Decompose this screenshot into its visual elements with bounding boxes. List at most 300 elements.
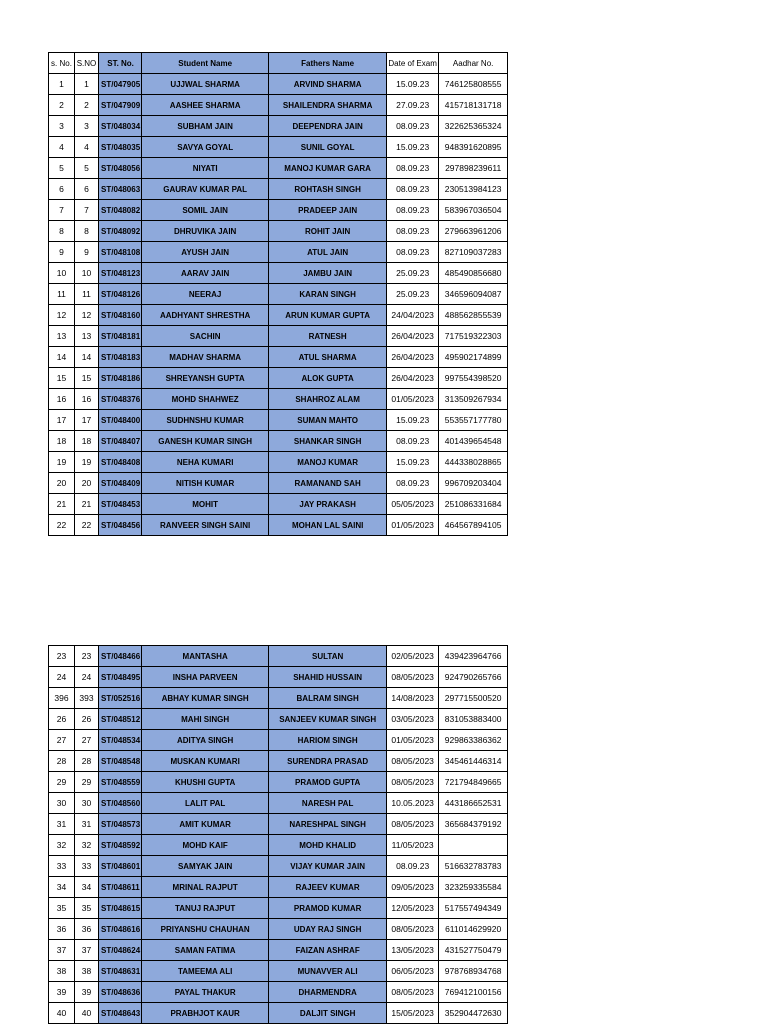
exam-date-cell: 06/05/2023 bbox=[387, 961, 439, 982]
exam-date-cell: 08.09.23 bbox=[387, 473, 439, 494]
sno-cell: 2 bbox=[75, 95, 99, 116]
table-row bbox=[49, 137, 508, 158]
s-no-cell: 40 bbox=[49, 1003, 75, 1024]
father-name-cell: JAY PRAKASH bbox=[269, 494, 387, 515]
st-no-cell: ST/048643 bbox=[99, 1003, 142, 1024]
aadhar-cell: 827109037283 bbox=[439, 242, 508, 263]
aadhar-cell: 831053883400 bbox=[439, 709, 508, 730]
s-no-cell: 26 bbox=[49, 709, 75, 730]
st-no-cell: ST/048400 bbox=[99, 410, 142, 431]
father-name-cell: ROHIT JAIN bbox=[269, 221, 387, 242]
st-no-cell: ST/048092 bbox=[99, 221, 142, 242]
st-no-cell: ST/048407 bbox=[99, 431, 142, 452]
student-name-cell: ADITYA SINGH bbox=[142, 730, 269, 751]
st-no-cell: ST/048181 bbox=[99, 326, 142, 347]
exam-date-cell: 24/04/2023 bbox=[387, 305, 439, 326]
student-name-cell: GAURAV KUMAR PAL bbox=[142, 179, 269, 200]
sno-cell: 16 bbox=[75, 389, 99, 410]
sno-cell: 17 bbox=[75, 410, 99, 431]
father-name-cell: RAMANAND SAH bbox=[269, 473, 387, 494]
table-row bbox=[49, 940, 508, 961]
father-name-cell: SULTAN bbox=[269, 646, 387, 667]
s-no-cell: 8 bbox=[49, 221, 75, 242]
sno-cell: 20 bbox=[75, 473, 99, 494]
exam-date-cell: 08.09.23 bbox=[387, 242, 439, 263]
aadhar-cell: 495902174899 bbox=[439, 347, 508, 368]
st-no-cell: ST/048611 bbox=[99, 877, 142, 898]
sno-cell: 27 bbox=[75, 730, 99, 751]
st-no-cell: ST/048601 bbox=[99, 856, 142, 877]
column-header: Student Name bbox=[142, 53, 269, 74]
student-name-cell: TAMEEMA ALI bbox=[142, 961, 269, 982]
table-row bbox=[49, 1003, 508, 1024]
exam-date-cell: 15.09.23 bbox=[387, 410, 439, 431]
s-no-cell: 6 bbox=[49, 179, 75, 200]
aadhar-cell: 313509267934 bbox=[439, 389, 508, 410]
s-no-cell: 18 bbox=[49, 431, 75, 452]
father-name-cell: NARESHPAL SINGH bbox=[269, 814, 387, 835]
sno-cell: 38 bbox=[75, 961, 99, 982]
exam-date-cell: 08.09.23 bbox=[387, 431, 439, 452]
s-no-cell: 17 bbox=[49, 410, 75, 431]
student-name-cell: NIYATI bbox=[142, 158, 269, 179]
aadhar-cell: 583967036504 bbox=[439, 200, 508, 221]
father-name-cell: SHAILENDRA SHARMA bbox=[269, 95, 387, 116]
father-name-cell: ALOK GUPTA bbox=[269, 368, 387, 389]
s-no-cell: 21 bbox=[49, 494, 75, 515]
table-body-1 bbox=[49, 53, 508, 536]
student-name-cell: PRABHJOT KAUR bbox=[142, 1003, 269, 1024]
table-row bbox=[49, 368, 508, 389]
s-no-cell: 28 bbox=[49, 751, 75, 772]
exam-date-cell: 11/05/2023 bbox=[387, 835, 439, 856]
sno-cell: 35 bbox=[75, 898, 99, 919]
table-row bbox=[49, 200, 508, 221]
sno-cell: 34 bbox=[75, 877, 99, 898]
student-name-cell: PAYAL THAKUR bbox=[142, 982, 269, 1003]
s-no-cell: 16 bbox=[49, 389, 75, 410]
exam-date-cell: 08.09.23 bbox=[387, 856, 439, 877]
st-no-cell: ST/048160 bbox=[99, 305, 142, 326]
table-row bbox=[49, 646, 508, 667]
table-header-row bbox=[49, 53, 508, 74]
father-name-cell: PRAMOD KUMAR bbox=[269, 898, 387, 919]
student-name-cell: UJJWAL SHARMA bbox=[142, 74, 269, 95]
table-row bbox=[49, 856, 508, 877]
aadhar-cell: 929863386362 bbox=[439, 730, 508, 751]
father-name-cell: DALJIT SINGH bbox=[269, 1003, 387, 1024]
table-row bbox=[49, 494, 508, 515]
exam-date-cell: 25.09.23 bbox=[387, 263, 439, 284]
aadhar-cell: 717519322303 bbox=[439, 326, 508, 347]
table-row bbox=[49, 431, 508, 452]
aadhar-cell: 444338028865 bbox=[439, 452, 508, 473]
aadhar-cell: 230513984123 bbox=[439, 179, 508, 200]
sno-cell: 30 bbox=[75, 793, 99, 814]
st-no-cell: ST/048512 bbox=[99, 709, 142, 730]
st-no-cell: ST/048376 bbox=[99, 389, 142, 410]
exam-date-cell: 14/08/2023 bbox=[387, 688, 439, 709]
aadhar-cell: 415718131718 bbox=[439, 95, 508, 116]
sno-cell: 11 bbox=[75, 284, 99, 305]
table-row bbox=[49, 305, 508, 326]
aadhar-cell: 553557177780 bbox=[439, 410, 508, 431]
aadhar-cell: 297715500520 bbox=[439, 688, 508, 709]
s-no-cell: 22 bbox=[49, 515, 75, 536]
s-no-cell: 9 bbox=[49, 242, 75, 263]
exam-date-cell: 01/05/2023 bbox=[387, 730, 439, 751]
student-name-cell: AARAV JAIN bbox=[142, 263, 269, 284]
sno-cell: 19 bbox=[75, 452, 99, 473]
table-row bbox=[49, 179, 508, 200]
table-row bbox=[49, 772, 508, 793]
student-name-cell: LALIT PAL bbox=[142, 793, 269, 814]
sno-cell: 3 bbox=[75, 116, 99, 137]
student-name-cell: TANUJ RAJPUT bbox=[142, 898, 269, 919]
father-name-cell: RAJEEV KUMAR bbox=[269, 877, 387, 898]
exam-date-cell: 26/04/2023 bbox=[387, 368, 439, 389]
st-no-cell: ST/048631 bbox=[99, 961, 142, 982]
aadhar-cell: 322625365324 bbox=[439, 116, 508, 137]
st-no-cell: ST/048624 bbox=[99, 940, 142, 961]
sno-cell: 1 bbox=[75, 74, 99, 95]
sno-cell: 13 bbox=[75, 326, 99, 347]
st-no-cell: ST/048034 bbox=[99, 116, 142, 137]
student-name-cell: SAMYAK JAIN bbox=[142, 856, 269, 877]
table-row bbox=[49, 814, 508, 835]
father-name-cell: FAIZAN ASHRAF bbox=[269, 940, 387, 961]
aadhar-cell: 516632783783 bbox=[439, 856, 508, 877]
student-name-cell: AASHEE SHARMA bbox=[142, 95, 269, 116]
st-no-cell: ST/048123 bbox=[99, 263, 142, 284]
student-name-cell: AADHYANT SHRESTHA bbox=[142, 305, 269, 326]
exam-date-cell: 08.09.23 bbox=[387, 158, 439, 179]
s-no-cell: 10 bbox=[49, 263, 75, 284]
student-name-cell: SUBHAM JAIN bbox=[142, 116, 269, 137]
column-header: Aadhar No. bbox=[439, 53, 508, 74]
table-row bbox=[49, 347, 508, 368]
father-name-cell: SHAHROZ ALAM bbox=[269, 389, 387, 410]
student-name-cell: SAVYA GOYAL bbox=[142, 137, 269, 158]
s-no-cell: 23 bbox=[49, 646, 75, 667]
exam-date-cell: 01/05/2023 bbox=[387, 515, 439, 536]
st-no-cell: ST/048408 bbox=[99, 452, 142, 473]
table-row bbox=[49, 898, 508, 919]
st-no-cell: ST/048466 bbox=[99, 646, 142, 667]
exam-date-cell: 09/05/2023 bbox=[387, 877, 439, 898]
father-name-cell: PRAMOD GUPTA bbox=[269, 772, 387, 793]
student-name-cell: GANESH KUMAR SINGH bbox=[142, 431, 269, 452]
father-name-cell: UDAY RAJ SINGH bbox=[269, 919, 387, 940]
table-row bbox=[49, 452, 508, 473]
sno-cell: 393 bbox=[75, 688, 99, 709]
aadhar-cell: 346596094087 bbox=[439, 284, 508, 305]
sno-cell: 7 bbox=[75, 200, 99, 221]
aadhar-cell: 279663961206 bbox=[439, 221, 508, 242]
exam-date-cell: 08/05/2023 bbox=[387, 982, 439, 1003]
s-no-cell: 13 bbox=[49, 326, 75, 347]
father-name-cell: MANOJ KUMAR GARA bbox=[269, 158, 387, 179]
father-name-cell: SHANKAR SINGH bbox=[269, 431, 387, 452]
table-row bbox=[49, 688, 508, 709]
table-row bbox=[49, 326, 508, 347]
table-row bbox=[49, 877, 508, 898]
sno-cell: 32 bbox=[75, 835, 99, 856]
student-name-cell: AMIT KUMAR bbox=[142, 814, 269, 835]
father-name-cell: RATNESH bbox=[269, 326, 387, 347]
student-name-cell: INSHA PARVEEN bbox=[142, 667, 269, 688]
st-no-cell: ST/047909 bbox=[99, 95, 142, 116]
student-name-cell: SACHIN bbox=[142, 326, 269, 347]
aadhar-cell: 443186652531 bbox=[439, 793, 508, 814]
exam-date-cell: 08/05/2023 bbox=[387, 772, 439, 793]
exam-date-cell: 02/05/2023 bbox=[387, 646, 439, 667]
sno-cell: 8 bbox=[75, 221, 99, 242]
exam-date-cell: 03/05/2023 bbox=[387, 709, 439, 730]
student-name-cell: MOHD SHAHWEZ bbox=[142, 389, 269, 410]
father-name-cell: VIJAY KUMAR JAIN bbox=[269, 856, 387, 877]
sno-cell: 6 bbox=[75, 179, 99, 200]
st-no-cell: ST/048534 bbox=[99, 730, 142, 751]
table-row bbox=[49, 982, 508, 1003]
s-no-cell: 33 bbox=[49, 856, 75, 877]
student-name-cell: MADHAV SHARMA bbox=[142, 347, 269, 368]
s-no-cell: 2 bbox=[49, 95, 75, 116]
table-row bbox=[49, 473, 508, 494]
student-name-cell: SHREYANSH GUPTA bbox=[142, 368, 269, 389]
father-name-cell: BALRAM SINGH bbox=[269, 688, 387, 709]
sno-cell: 37 bbox=[75, 940, 99, 961]
table-row bbox=[49, 74, 508, 95]
table-row bbox=[49, 667, 508, 688]
table-row bbox=[49, 410, 508, 431]
student-name-cell: MOHIT bbox=[142, 494, 269, 515]
s-no-cell: 5 bbox=[49, 158, 75, 179]
st-no-cell: ST/048082 bbox=[99, 200, 142, 221]
student-name-cell: PRIYANSHU CHAUHAN bbox=[142, 919, 269, 940]
st-no-cell: ST/052516 bbox=[99, 688, 142, 709]
aadhar-cell: 924790265766 bbox=[439, 667, 508, 688]
s-no-cell: 12 bbox=[49, 305, 75, 326]
s-no-cell: 37 bbox=[49, 940, 75, 961]
student-name-cell: MAHI SINGH bbox=[142, 709, 269, 730]
table-row bbox=[49, 961, 508, 982]
column-header: s. No. bbox=[49, 53, 75, 74]
student-name-cell: NEERAJ bbox=[142, 284, 269, 305]
s-no-cell: 3 bbox=[49, 116, 75, 137]
s-no-cell: 31 bbox=[49, 814, 75, 835]
s-no-cell: 11 bbox=[49, 284, 75, 305]
st-no-cell: ST/048063 bbox=[99, 179, 142, 200]
aadhar-cell: 488562855539 bbox=[439, 305, 508, 326]
aadhar-cell: 439423964766 bbox=[439, 646, 508, 667]
father-name-cell: SUNIL GOYAL bbox=[269, 137, 387, 158]
sno-cell: 14 bbox=[75, 347, 99, 368]
sno-cell: 29 bbox=[75, 772, 99, 793]
table-row bbox=[49, 515, 508, 536]
st-no-cell: ST/048456 bbox=[99, 515, 142, 536]
aadhar-cell: 323259335584 bbox=[439, 877, 508, 898]
table-row bbox=[49, 389, 508, 410]
student-name-cell: SAMAN FATIMA bbox=[142, 940, 269, 961]
exam-date-cell: 08/05/2023 bbox=[387, 751, 439, 772]
st-no-cell: ST/048495 bbox=[99, 667, 142, 688]
aadhar-cell: 948391620895 bbox=[439, 137, 508, 158]
father-name-cell: ATUL SHARMA bbox=[269, 347, 387, 368]
exam-date-cell: 08.09.23 bbox=[387, 179, 439, 200]
exam-date-cell: 13/05/2023 bbox=[387, 940, 439, 961]
st-no-cell: ST/048056 bbox=[99, 158, 142, 179]
aadhar-cell: 464567894105 bbox=[439, 515, 508, 536]
st-no-cell: ST/048636 bbox=[99, 982, 142, 1003]
table-row bbox=[49, 730, 508, 751]
table-body-2 bbox=[49, 646, 508, 1024]
s-no-cell: 38 bbox=[49, 961, 75, 982]
exam-date-cell: 15.09.23 bbox=[387, 452, 439, 473]
exam-date-cell: 12/05/2023 bbox=[387, 898, 439, 919]
student-name-cell: NITISH KUMAR bbox=[142, 473, 269, 494]
father-name-cell: SUMAN MAHTO bbox=[269, 410, 387, 431]
student-name-cell: MANTASHA bbox=[142, 646, 269, 667]
s-no-cell: 14 bbox=[49, 347, 75, 368]
father-name-cell: SANJEEV KUMAR SINGH bbox=[269, 709, 387, 730]
exam-date-cell: 25.09.23 bbox=[387, 284, 439, 305]
student-table-1 bbox=[48, 52, 508, 536]
s-no-cell: 39 bbox=[49, 982, 75, 1003]
exam-date-cell: 08.09.23 bbox=[387, 200, 439, 221]
student-name-cell: MRINAL RAJPUT bbox=[142, 877, 269, 898]
student-name-cell: RANVEER SINGH SAINI bbox=[142, 515, 269, 536]
sno-cell: 12 bbox=[75, 305, 99, 326]
exam-date-cell: 26/04/2023 bbox=[387, 326, 439, 347]
st-no-cell: ST/048108 bbox=[99, 242, 142, 263]
exam-date-cell: 27.09.23 bbox=[387, 95, 439, 116]
st-no-cell: ST/048409 bbox=[99, 473, 142, 494]
sno-cell: 4 bbox=[75, 137, 99, 158]
student-name-cell: ABHAY KUMAR SINGH bbox=[142, 688, 269, 709]
aadhar-cell: 401439654548 bbox=[439, 431, 508, 452]
aadhar-cell: 611014629920 bbox=[439, 919, 508, 940]
sno-cell: 33 bbox=[75, 856, 99, 877]
sno-cell: 26 bbox=[75, 709, 99, 730]
exam-date-cell: 08/05/2023 bbox=[387, 667, 439, 688]
st-no-cell: ST/048126 bbox=[99, 284, 142, 305]
column-header: Date of Exam bbox=[387, 53, 439, 74]
sno-cell: 24 bbox=[75, 667, 99, 688]
table-row bbox=[49, 95, 508, 116]
s-no-cell: 27 bbox=[49, 730, 75, 751]
aadhar-cell: 345461446314 bbox=[439, 751, 508, 772]
table-row bbox=[49, 221, 508, 242]
exam-date-cell: 10.05.2023 bbox=[387, 793, 439, 814]
student-name-cell: SUDHNSHU KUMAR bbox=[142, 410, 269, 431]
father-name-cell: ARUN KUMAR GUPTA bbox=[269, 305, 387, 326]
student-table-2 bbox=[48, 645, 508, 1024]
s-no-cell: 4 bbox=[49, 137, 75, 158]
table-row bbox=[49, 116, 508, 137]
aadhar-cell bbox=[439, 835, 508, 856]
father-name-cell: DEEPENDRA JAIN bbox=[269, 116, 387, 137]
table-row bbox=[49, 709, 508, 730]
aadhar-cell: 978768934768 bbox=[439, 961, 508, 982]
sno-cell: 15 bbox=[75, 368, 99, 389]
father-name-cell: HARIOM SINGH bbox=[269, 730, 387, 751]
s-no-cell: 24 bbox=[49, 667, 75, 688]
s-no-cell: 396 bbox=[49, 688, 75, 709]
aadhar-cell: 431527750479 bbox=[439, 940, 508, 961]
sno-cell: 28 bbox=[75, 751, 99, 772]
student-name-cell: DHRUVIKA JAIN bbox=[142, 221, 269, 242]
table-row bbox=[49, 263, 508, 284]
aadhar-cell: 251086331684 bbox=[439, 494, 508, 515]
st-no-cell: ST/048573 bbox=[99, 814, 142, 835]
s-no-cell: 29 bbox=[49, 772, 75, 793]
student-name-cell: NEHA KUMARI bbox=[142, 452, 269, 473]
s-no-cell: 36 bbox=[49, 919, 75, 940]
exam-date-cell: 08.09.23 bbox=[387, 221, 439, 242]
table-row bbox=[49, 919, 508, 940]
exam-date-cell: 08/05/2023 bbox=[387, 814, 439, 835]
sno-cell: 39 bbox=[75, 982, 99, 1003]
aadhar-cell: 365684379192 bbox=[439, 814, 508, 835]
s-no-cell: 19 bbox=[49, 452, 75, 473]
aadhar-cell: 997554398520 bbox=[439, 368, 508, 389]
st-no-cell: ST/048592 bbox=[99, 835, 142, 856]
father-name-cell: ROHTASH SINGH bbox=[269, 179, 387, 200]
exam-date-cell: 26/04/2023 bbox=[387, 347, 439, 368]
table-row bbox=[49, 242, 508, 263]
st-no-cell: ST/047905 bbox=[99, 74, 142, 95]
st-no-cell: ST/048548 bbox=[99, 751, 142, 772]
sno-cell: 18 bbox=[75, 431, 99, 452]
exam-date-cell: 08/05/2023 bbox=[387, 919, 439, 940]
table-row bbox=[49, 835, 508, 856]
father-name-cell: MANOJ KUMAR bbox=[269, 452, 387, 473]
table-row bbox=[49, 751, 508, 772]
father-name-cell: PRADEEP JAIN bbox=[269, 200, 387, 221]
aadhar-cell: 769412100156 bbox=[439, 982, 508, 1003]
father-name-cell: MUNAVVER ALI bbox=[269, 961, 387, 982]
column-header: S.NO bbox=[75, 53, 99, 74]
aadhar-cell: 485490856680 bbox=[439, 263, 508, 284]
exam-date-cell: 15.09.23 bbox=[387, 74, 439, 95]
sno-cell: 31 bbox=[75, 814, 99, 835]
exam-date-cell: 05/05/2023 bbox=[387, 494, 439, 515]
sno-cell: 10 bbox=[75, 263, 99, 284]
s-no-cell: 34 bbox=[49, 877, 75, 898]
father-name-cell: ATUL JAIN bbox=[269, 242, 387, 263]
aadhar-cell: 517557494349 bbox=[439, 898, 508, 919]
student-name-cell: SOMIL JAIN bbox=[142, 200, 269, 221]
sno-cell: 36 bbox=[75, 919, 99, 940]
sno-cell: 22 bbox=[75, 515, 99, 536]
student-name-cell: MUSKAN KUMARI bbox=[142, 751, 269, 772]
table-row bbox=[49, 284, 508, 305]
father-name-cell: SHAHID HUSSAIN bbox=[269, 667, 387, 688]
father-name-cell: MOHAN LAL SAINI bbox=[269, 515, 387, 536]
exam-date-cell: 15/05/2023 bbox=[387, 1003, 439, 1024]
exam-date-cell: 08.09.23 bbox=[387, 116, 439, 137]
father-name-cell: ARVIND SHARMA bbox=[269, 74, 387, 95]
father-name-cell: KARAN SINGH bbox=[269, 284, 387, 305]
st-no-cell: ST/048616 bbox=[99, 919, 142, 940]
column-header: Fathers Name bbox=[269, 53, 387, 74]
father-name-cell: DHARMENDRA bbox=[269, 982, 387, 1003]
st-no-cell: ST/048560 bbox=[99, 793, 142, 814]
s-no-cell: 32 bbox=[49, 835, 75, 856]
st-no-cell: ST/048186 bbox=[99, 368, 142, 389]
father-name-cell: JAMBU JAIN bbox=[269, 263, 387, 284]
